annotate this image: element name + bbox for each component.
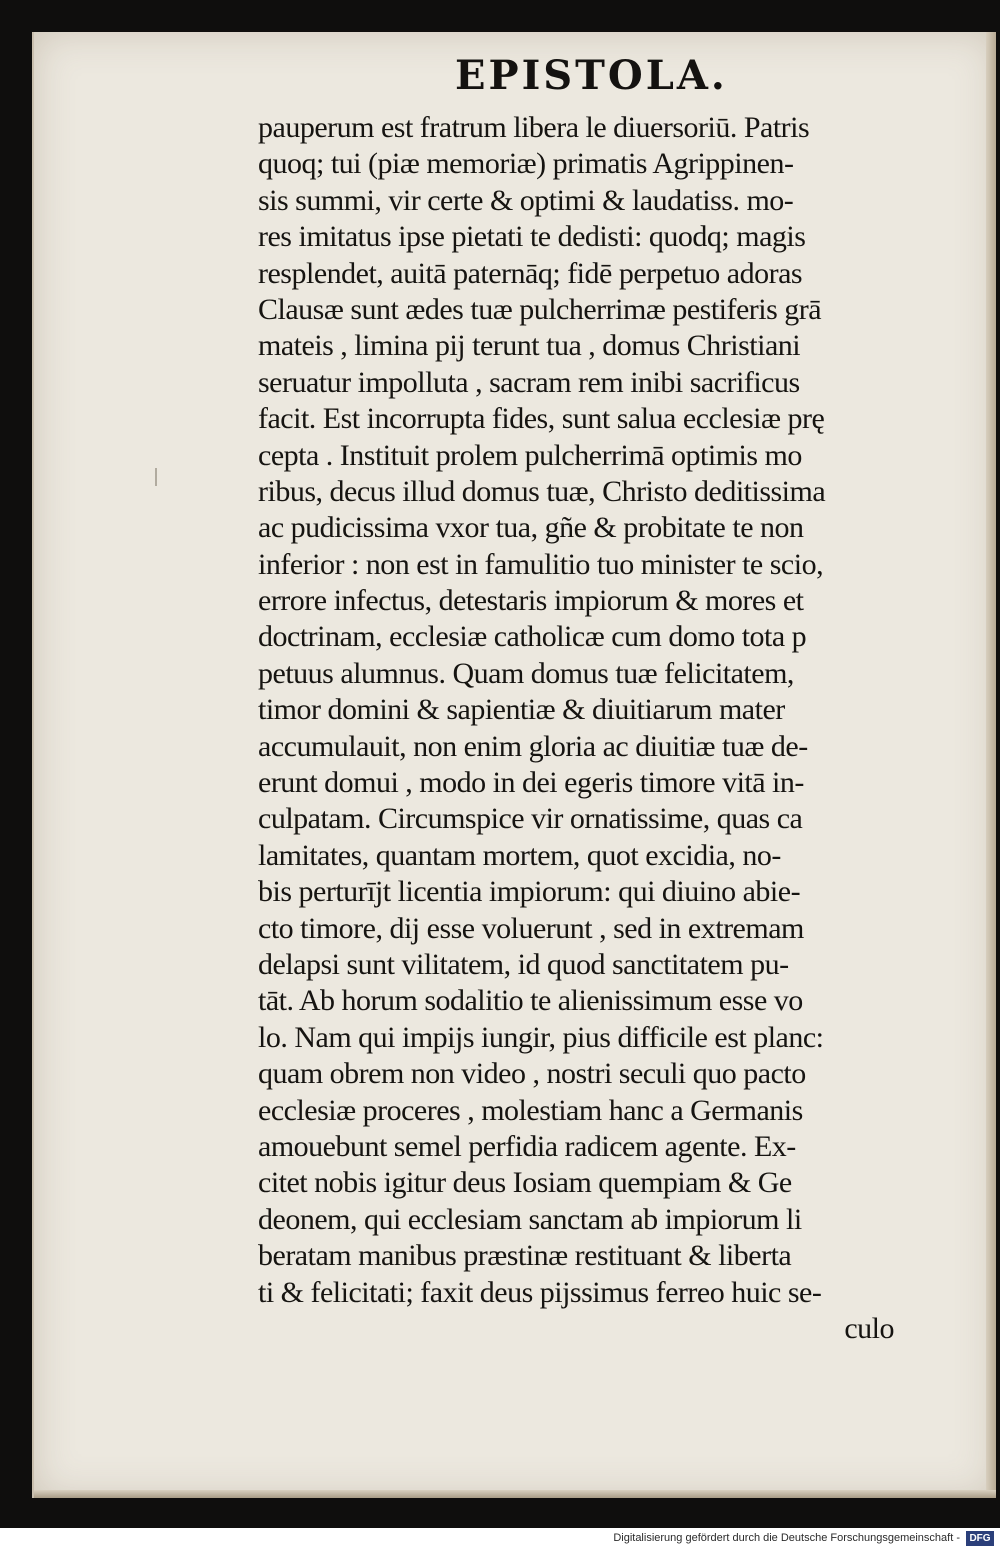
text-line: ecclesiæ proceres , molestiam hanc a Germanis (258, 1093, 803, 1127)
text-line: facit. Est incorrupta fides, sunt salua ecclesiæ prę (258, 402, 825, 436)
text-line: timor domini & sapientiæ & diuitiarum mater (258, 693, 785, 727)
page-edge (986, 32, 996, 1498)
text-line: quoq; tui (piæ memoriæ) primatis Agrippinen- (258, 147, 794, 181)
text-line: erunt domui , modo in dei egeris timore vitā in- (258, 766, 804, 800)
text-line: tāt. Ab horum sodalitio te alienissimum esse vo (258, 984, 803, 1018)
text-line: resplendet, auitā paternāq; fidē perpetuo adoras (258, 256, 803, 290)
text-line: cto timore, dij esse voluerunt , sed in extremam (258, 911, 804, 945)
text-line: accumulauit, non enim gloria ac diuitiæ tuæ de- (258, 729, 808, 763)
text-line: bis perturījt licentia impiorum: qui diuino abie- (258, 875, 801, 909)
text-line: seruatur impolluta , sacram rem inibi sacrificus (258, 365, 800, 399)
text-line: culpatam. Circumspice vir ornatissime, quas ca (258, 802, 803, 836)
body-text (258, 110, 918, 1347)
text-line: delapsi sunt vilitatem, id quod sanctitatem pu- (258, 947, 789, 981)
text-line: lo. Nam qui impijs iungir, pius difficile est planc: (258, 1020, 824, 1054)
text-line: lamitates, quantam mortem, quot excidia, no- (258, 838, 781, 872)
text-line: mateis , limina pij terunt tua , domus Christiani (258, 329, 801, 363)
text-line: ac pudicissima vxor tua, gñe & probitate te non (258, 511, 804, 545)
text-line: cepta . Instituit prolem pulcherrimā optimis mo (258, 438, 802, 472)
text-line: citet nobis igitur deus Iosiam quempiam & Ge (258, 1166, 792, 1200)
page-bottom-edge (34, 1490, 996, 1498)
text-line: Clausæ sunt ædes tuæ pulcherrimæ pestiferis grā (258, 292, 822, 326)
text-line: beratam manibus præstinæ restituant & liberta (258, 1239, 792, 1273)
text-line: ti & felicitati; faxit deus pijssimus ferreo huic se- (258, 1275, 822, 1309)
text-line: res imitatus ipse pietati te dedisti: quodq; magis (258, 220, 806, 254)
running-header: EPISTOLA. (455, 52, 728, 99)
text-line: ribus, decus illud domus tuæ, Christo deditissima (258, 474, 826, 508)
text-line: petuus alumnus. Quam domus tuæ felicitatem, (258, 656, 794, 690)
footer-bar (0, 1528, 1000, 1550)
text-line: inferior : non est in famulitio tuo minister te scio, (258, 547, 824, 581)
text-line: errore infectus, detestaris impiorum & mores et (258, 584, 804, 618)
catchword-line: culo (844, 1311, 894, 1345)
text-line: deonem, qui ecclesiam sanctam ab impiorum li (258, 1202, 802, 1236)
text-line: pauperum est fratrum libera le diuersoriū. Patris (258, 111, 810, 144)
text-line: amouebunt semel perfidia radicem agente. Ex- (258, 1129, 796, 1163)
text-line: doctrinam, ecclesiæ catholicæ cum domo tota p (258, 620, 807, 654)
text-line: sis summi, vir certe & optimi & laudatiss. mo- (258, 183, 794, 217)
dfg-logo-icon: DFG (966, 1531, 994, 1546)
text-line: quam obrem non video , nostri seculi quo pacto (258, 1057, 806, 1091)
funding-credit: Digitalisierung gefördert durch die Deutsche Forschungsgemeinschaft - (613, 1532, 960, 1544)
margin-mark (155, 468, 157, 486)
